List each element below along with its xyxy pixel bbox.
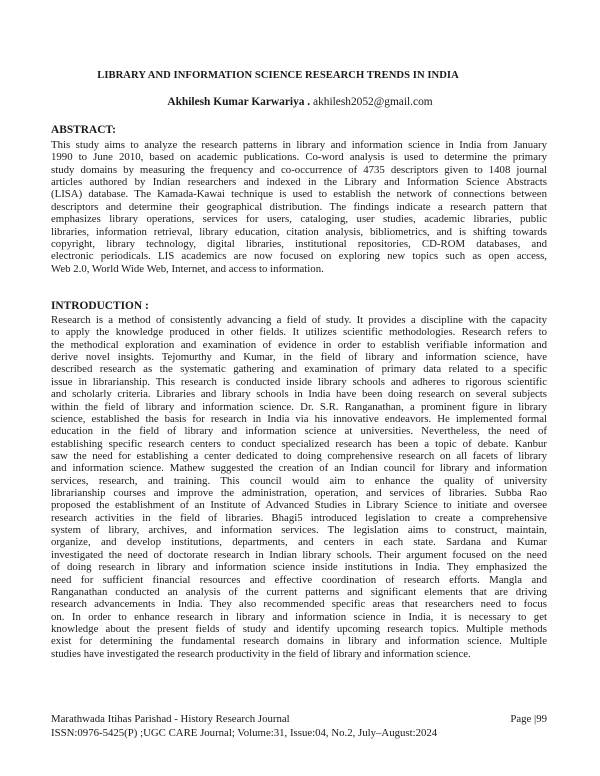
abstract-heading: ABSTRACT: bbox=[51, 124, 116, 136]
text-line: emphasizes library operations, services for users, cataloging, user studies, academic libraries, public bbox=[51, 213, 547, 226]
author-name: Akhilesh Kumar Karwariya . bbox=[167, 96, 311, 108]
author-line bbox=[0, 96, 600, 108]
text-line: education in the field of library and information science at universities. Nevertheless, the need of bbox=[51, 425, 547, 438]
text-line: and information science. Mathew suggested the creation of an Indian council for library and information bbox=[51, 462, 547, 475]
text-line: establishing specific research centers to conduct specialized research has been a topic of debate. Kanbur bbox=[51, 437, 547, 450]
text-line: proposed the establishment of an Institute of Advanced Studies in Library Science to initiate and oversee bbox=[51, 499, 547, 512]
text-line: librarianship courses and improve the administration, operation, and services of libraries. Subba Rao bbox=[51, 487, 547, 500]
text-line: 1990 to June 2010, based on academic publications. Co-word analysis is used to determine the primary bbox=[51, 151, 547, 164]
text-line: research advancements in India. They also recommended specific areas that researchers need to focus bbox=[51, 598, 547, 611]
text-line: Web 2.0, World Wide Web, Internet, and access to information. bbox=[51, 262, 324, 275]
introduction-heading: INTRODUCTION : bbox=[51, 300, 149, 312]
text-line: (LISA) database. The Kamada-Kawai technique is used to establish the network of connections between bbox=[51, 188, 547, 201]
text-line: need for sufficient financial resources and effective coordination of research efforts. Mangla and bbox=[51, 573, 547, 586]
journal-name: Marathwada Itihas Parishad - History Research Journal bbox=[51, 713, 290, 725]
text-line: on. In order to enhance research in library and information science in India, it is necessary to get bbox=[51, 610, 547, 623]
text-line: system of library, archives, and information services. The legislation aims to construct, maintain, bbox=[51, 524, 547, 537]
text-line: Ranganathan conducted an analysis of the current patterns and significant elements that are driving bbox=[51, 585, 547, 598]
text-line: knowledge about the present fields of study and identify upcoming research topics. Multiple methods bbox=[51, 622, 547, 635]
text-line: within the field of library and information science. Dr. S.R. Ranganathan, a prominent figure in library bbox=[51, 400, 547, 413]
page-footer bbox=[51, 713, 547, 741]
text-line: derive novel insights. Tejomurthy and Kumar, in the field of library and information science, have bbox=[51, 351, 547, 364]
text-line: issue in librarianship. This research is conducted inside library schools and adheres to rigorous scientific bbox=[51, 375, 547, 388]
page-number: Page |99 bbox=[510, 713, 547, 725]
text-line: Research is a method of consistently advancing a field of study. It provides a discipline with the capacity bbox=[51, 314, 547, 326]
text-line: of doing research in library and information science inside institutions in India. They emphasized the bbox=[51, 561, 547, 574]
text-line: copyright, library technology, digital libraries, institutional repositories, CD-ROM databases, and bbox=[51, 237, 547, 250]
author-email: akhilesh2052@gmail.com bbox=[313, 96, 433, 108]
text-line: the methodical exploration and examination of evidence in order to establish verifiable information and bbox=[51, 338, 547, 351]
introduction-body bbox=[51, 314, 547, 660]
text-line: saw the need for establishing a center dedicated to doing comprehensive research on all facets of library bbox=[51, 449, 547, 462]
text-line: services, research, and training. This council would aim to enhance the quality of university bbox=[51, 474, 547, 487]
text-line: and scholarly criteria. Libraries and library schools in India have been doing research on several subjects bbox=[51, 388, 547, 401]
issn-line: ISSN:0976-5425(P) ;UGC CARE Journal; Volume:31, Issue:04, No.2, July–August:2024 bbox=[51, 727, 438, 739]
text-line: to apply the knowledge produced in other fields. It utilizes scientific methodologies. Research refers to bbox=[51, 326, 547, 339]
text-line: investigated the need of doctorate research in Indian library schools. Their argument focused on the need bbox=[51, 548, 547, 561]
text-line: organize, and develop institutions, departments, and centers in each state. Sardana and Kumar bbox=[51, 536, 547, 549]
abstract-body bbox=[51, 139, 547, 275]
text-line: libraries, information retrieval, library education, citation analysis, bibliometrics, and is shifting towards bbox=[51, 225, 547, 238]
paper-title: LIBRARY AND INFORMATION SCIENCE RESEARCH TRENDS IN INDIA bbox=[97, 70, 459, 81]
text-line: studies have investigated the research productivity in the field of library and information science. bbox=[51, 647, 471, 660]
text-line: science, established the basis for research in India via his innovative endeavors. He implemented formal bbox=[51, 412, 547, 425]
text-line: research activities in the field of libraries. Bhagi5 introduced legislation to create a comprehensive bbox=[51, 511, 547, 524]
text-line: articles authored by Indian researchers and indexed in the Library and Information Science Abstracts bbox=[51, 176, 547, 189]
text-line: electronic periodicals. LIS academics are now focused on exploring new topics such as open access, bbox=[51, 250, 547, 263]
text-line: descriptors and determine their geographical distribution. The findings indicate a research pattern that bbox=[51, 200, 547, 213]
text-line: This study aims to analyze the research patterns in library and information science in India from January bbox=[51, 139, 547, 151]
text-line: described research as the systematic gathering and examination of primary data related to a specific bbox=[51, 363, 547, 376]
text-line: study domains by measuring the frequency and co-occurrence of 4735 descriptors given to 1408 journal bbox=[51, 163, 547, 176]
text-line: exist for determining the fundamental research domains in library and information science. Multiple bbox=[51, 635, 547, 648]
